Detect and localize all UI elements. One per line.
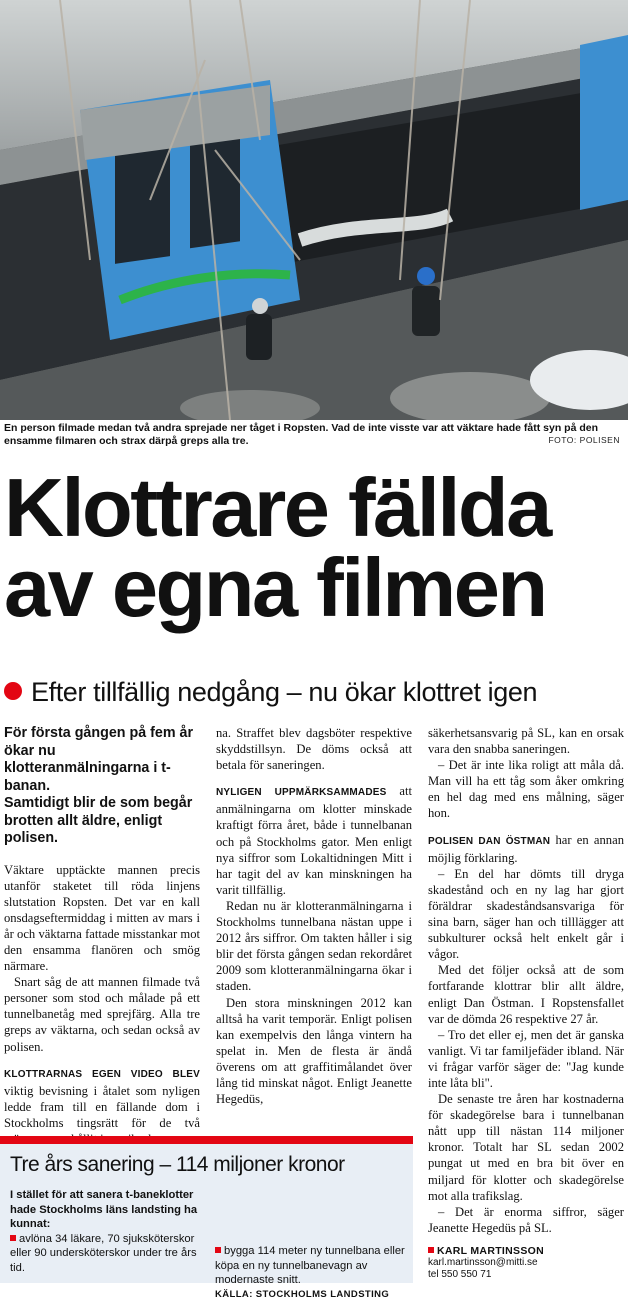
body-paragraph: – Det är enorma siffror, säger Jeanette Hegedüs på SL. <box>428 1204 624 1235</box>
bullet-square-icon <box>215 1247 221 1253</box>
article-column-3 <box>428 725 624 1236</box>
headline-line-2: av egna filmen <box>4 541 546 634</box>
train-graffiti-photo <box>0 0 628 420</box>
body-paragraph <box>4 1065 200 1147</box>
byline <box>428 1245 624 1281</box>
factbox-source: KÄLLA: STOCKHOLMS LANDSTING <box>215 1288 390 1300</box>
factbox-item-text: bygga 114 meter ny tunnelbana eller köpa en ny tunnelbanevagn av modernaste snitt. <box>215 1245 405 1287</box>
photo-credit: FOTO: POLISEN <box>548 435 620 445</box>
body-paragraph: säkerhetsansvarig på SL, kan en orsak vara den snabba saneringen. <box>428 726 624 757</box>
body-paragraph <box>428 832 624 866</box>
factbox-item <box>10 1232 200 1276</box>
factbox-title: Tre års sanering – 114 miljoner kronor <box>10 1153 345 1176</box>
bullet-dot-icon <box>4 682 22 700</box>
factbox-red-bar <box>0 1136 413 1144</box>
lead-paragraph-1: För första gången på fem år ökar nu klotteranmälningarna i t-banan. <box>4 725 194 794</box>
subhead <box>4 675 624 709</box>
photo-caption: En person filmade medan två andra sprejade ner tåget i Ropsten. Vad de inte visste var att väktare hade fått syn på den ensamme filmaren och strax därpå greps alla tre. <box>4 422 599 447</box>
factbox-column-1 <box>10 1188 200 1276</box>
body-paragraph: na. Straffet blev dagsböter respektive skyddstillsyn. De döms också att betala för saneringen. <box>216 726 412 773</box>
factbox-item-text: avlöna 34 läkare, 70 sjuksköterskor eller 90 undersköterskor under tre års tid. <box>10 1232 197 1274</box>
body-paragraph: De senaste tre åren har kostnaderna för skadegörelse bara i tunnelbanan nått upp till nästan 114 miljoner kronor. Totalt har SL sedan 2002 pungat ut med en bra bit över en miljard för klotter och skadegörelse mot alla trafikslag. <box>428 1092 624 1203</box>
paragraph-kicker: KLOTTRARNAS EGEN VIDEO BLEV <box>4 1068 200 1080</box>
body-paragraph: Snart såg de att mannen filmade två personer som stod och målade på ett tunnelbanetåg med sprejfärg. Alla tre greps av väktarna, och sedan också av polisen. <box>4 975 200 1054</box>
body-paragraph <box>216 783 412 898</box>
body-paragraph: – En del har dömts till dryga skadestånd och en ny lag har gjort föräldrar skadeståndsansvariga för sina barn, säger han och tilllägger att subkulturer också helt enkelt går i vågor. <box>428 866 624 962</box>
paragraph-kicker: NYLIGEN UPPMÄRKSAMMADES <box>216 787 387 799</box>
factbox-item <box>215 1244 405 1288</box>
bullet-square-icon <box>428 1247 434 1253</box>
factbox-column-2 <box>215 1244 405 1302</box>
byline-name-row <box>428 1245 624 1257</box>
body-paragraph: – Tro det eller ej, men det är ganska vanligt. Vi tar familjefäder ibland. När vi frågar varför säger de: "Jag kunde inte låta bli". <box>428 1027 624 1090</box>
paragraph-text: har en annan möjlig förklaring. <box>428 832 624 865</box>
author-name: KARL MARTINSSON <box>437 1245 544 1257</box>
body-paragraph: – Det är inte lika roligt att måla då. Man vill ha ett tåg som åker omkring en hel dag med ens målning, säger hon. <box>428 758 624 821</box>
paragraph-kicker: POLISEN DAN ÖSTMAN <box>428 835 551 847</box>
factbox-intro: I stället för att sanera t-baneklotter hade Stockholms läns landsting ha kunnat: <box>10 1189 198 1231</box>
body-paragraph: Väktare upptäckte mannen precis utanför staketet till röda linjens slutstation Ropsten. Det var en kall onsdagseftermiddag i mitten av mars i år och väktarna fattade misstankar mot den ensamma flanören och smög närmare. <box>4 862 200 974</box>
article-column-2 <box>216 725 412 1107</box>
paragraph-text: att anmälningarna om klotter minskade kraftigt förra året, både i tunnelbanan och på Stockholms gator. Men enligt nya siffror som Lokaltidningen Mitt i har tagit del av kan minskningen ha varit tillfällig. <box>216 784 412 897</box>
subhead-text: Efter tillfällig nedgång – nu ökar klottret igen <box>31 677 538 707</box>
news-photo <box>0 0 628 420</box>
paragraph-text: viktig bevisning i åtalet som nyligen ledde fram till en fällande dom i Stockholms tingsrätt för de två <box>4 1083 200 1130</box>
headline <box>4 461 624 634</box>
body-paragraph: Den stora minskningen 2012 kan alltså ha varit temporär. Enligt polisen kan exempelvis den långa vintern ha spelat in. Men de flesta är ändå överens om att graffitimålandet över lång tid minskat något. Enligt Jeanette Hegedüs, <box>216 995 412 1107</box>
author-email[interactable]: karl.martinsson@mitti.se <box>428 1257 538 1268</box>
author-phone: tel 550 550 71 <box>428 1269 492 1280</box>
bullet-square-icon <box>10 1235 16 1241</box>
lead-paragraph-2: Samtidigt blir de som begår brotten allt äldre, enligt polisen. <box>4 795 193 846</box>
body-paragraph: Med det följer också att de som fortfarande klottrar blir allt äldre, enligt Dan Östman. I Ropstensfallet var de dömda 26 respektive 27 år. <box>428 963 624 1026</box>
body-paragraph: Redan nu är klotteranmälningarna i Stockholms tunnelbana nästan uppe i 2012 års siffror. Om takten håller i sig blir det första gången sedan rekordåret 2009 som klotteranmälningarna ökar i staden. <box>216 898 412 994</box>
headline-line-1: Klottrare fällda <box>4 461 550 554</box>
article-column-1 <box>4 725 200 1147</box>
